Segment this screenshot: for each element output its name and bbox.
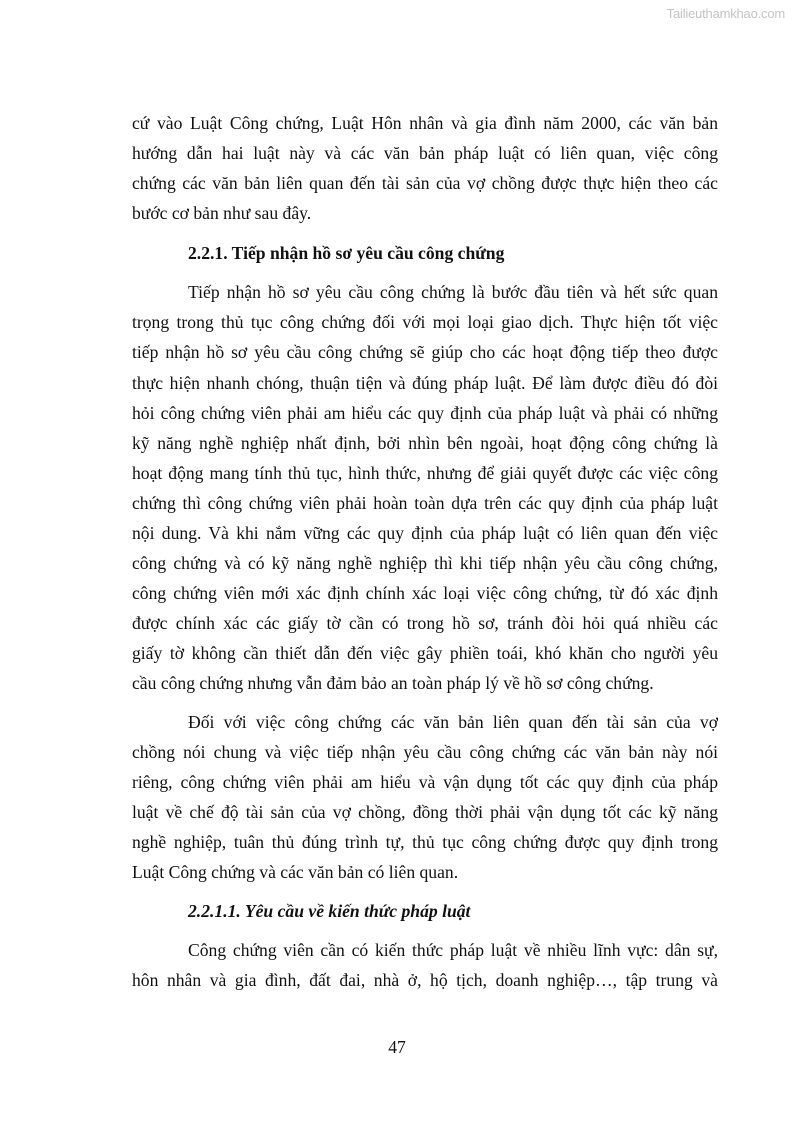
watermark: Tailieuthamkhao.com <box>666 6 785 21</box>
text-line: công chứng và có kỹ năng nghề nghiệp thì khi tiếp nhận yêu cầu công chứng, <box>132 553 718 573</box>
text-line: trọng trong thủ tục công chứng đối với mọi loại giao dịch. Thực hiện tốt việc <box>132 312 718 332</box>
text-line: cầu công chứng nhưng vẫn đảm bảo an toàn pháp lý về hồ sơ công chứng. <box>132 673 654 693</box>
text-line: Đối với việc công chứng các văn bản liên quan đến tài sản của vợ <box>188 712 718 732</box>
text-line: nghề nghiệp, tuân thủ đúng trình tự, thủ tục công chứng được quy định trong <box>132 832 718 852</box>
text-line: kỹ năng nghề nghiệp nhất định, bởi nhìn bên ngoài, hoạt động công chứng là <box>132 433 718 453</box>
text-line: hỏi công chứng viên phải am hiểu các quy định của pháp luật và phải có những <box>132 403 718 423</box>
text-line: hôn nhân và gia đình, đất đai, nhà ở, hộ tịch, doanh nghiệp…, tập trung và <box>132 970 718 990</box>
text-line: riêng, công chứng viên phải am hiểu và vận dụng tốt các quy định của pháp <box>132 772 718 792</box>
text-line: thực hiện nhanh chóng, thuận tiện và đúng pháp luật. Để làm được điều đó đòi <box>132 373 718 393</box>
text-line: chứng thì công chứng viên phải hoàn toàn dựa trên các quy định của pháp luật <box>132 493 718 513</box>
subheading: 2.2.1.1. Yêu cầu về kiến thức pháp luật <box>188 901 471 921</box>
text-line: hoạt động mang tính thủ tục, hình thức, nhưng để giải quyết được các việc công <box>132 463 718 483</box>
text-line: Luật Công chứng và các văn bản có liên quan. <box>132 862 459 882</box>
heading: 2.2.1. Tiếp nhận hồ sơ yêu cầu công chứng <box>188 243 505 263</box>
text-line: bước cơ bản như sau đây. <box>132 203 312 223</box>
text-line: luật về chế độ tài sản của vợ chồng, đồng thời phải vận dụng tốt các kỹ năng <box>132 802 718 822</box>
text-line: chứng các văn bản liên quan đến tài sản của vợ chồng được thực hiện theo các <box>132 173 718 193</box>
text-line: công chứng viên mới xác định chính xác loại việc công chứng, từ đó xác định <box>132 583 718 603</box>
text-line: chồng nói chung và việc tiếp nhận yêu cầu công chứng các văn bản này nói <box>132 742 718 762</box>
text-line: nội dung. Và khi nắm vững các quy định của pháp luật có liên quan đến việc <box>132 523 718 543</box>
text-line: cứ vào Luật Công chứng, Luật Hôn nhân và gia đình năm 2000, các văn bản <box>132 113 718 133</box>
text-line: Công chứng viên cần có kiến thức pháp luật về nhiều lĩnh vực: dân sự, <box>188 940 718 960</box>
text-line: tiếp nhận hồ sơ yêu cầu công chứng sẽ giúp cho các hoạt động tiếp theo được <box>132 342 718 362</box>
text-line: giấy tờ không cần thiết dẫn đến việc gây phiền toái, khó khăn cho người yêu <box>132 643 718 663</box>
text-line: được chính xác các giấy tờ cần có trong hồ sơ, tránh đòi hỏi quá nhiều các <box>132 613 718 633</box>
page-number: 47 <box>388 1037 406 1057</box>
text-line: Tiếp nhận hồ sơ yêu cầu công chứng là bước đầu tiên và hết sức quan <box>188 282 718 302</box>
text-line: hướng dẫn hai luật này và các văn bản pháp luật có liên quan, việc công <box>132 143 718 163</box>
